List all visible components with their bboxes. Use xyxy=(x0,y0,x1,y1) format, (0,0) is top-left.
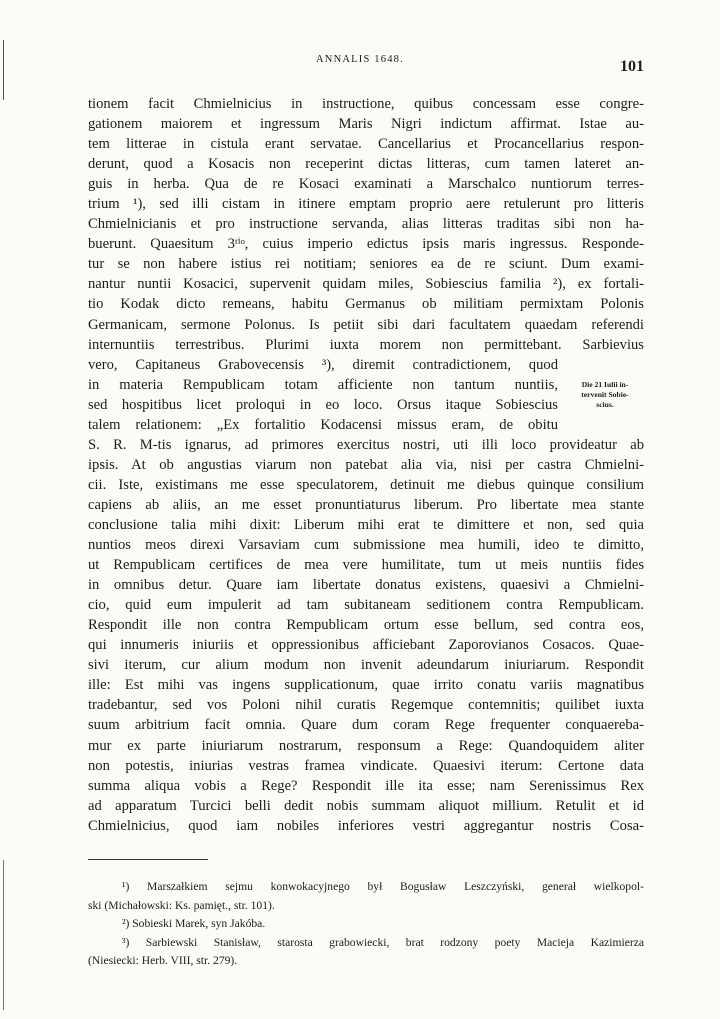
text-line: conclusione talia mihi dixit: Liberum mihi erat te dimittere et non, sed quia xyxy=(88,516,644,533)
text-line: ad apparatum Turcici belli dedit nobis summam aliquot millium. Retulit et id xyxy=(88,797,644,814)
footnote-line: ¹) Marszałkiem sejmu konwokacyjnego był Bogusław Leszczyński, generał wielkopol- xyxy=(122,880,644,893)
text-line: cii. Iste, existimans me esse speculatorem, detinuit me diebus quinque consilium xyxy=(88,476,644,493)
text-line: in omnibus detur. Quare iam libertate donatus existens, quaesivi a Chmielni- xyxy=(88,577,644,594)
text-line: cio, quid eum impulerit ad tam subitaneam seditionem contra Rempublicam. xyxy=(88,597,644,614)
footnote-rule xyxy=(88,859,208,860)
text-line: tio Kodak dicto remeans, habitu Germanus ob militiam permixtam Polonis xyxy=(88,296,644,313)
text-line: capiens ab aliis, an me esset pronuntiaturus liberum. Pro libertate mea stante xyxy=(88,496,644,513)
text-line: sivi iterum, cur alium modum non invenit adeundarum iniuriarum. Respondit xyxy=(88,657,644,674)
margin-note-line: scius. xyxy=(596,400,614,409)
text-line: derunt, quod a Kosacis non receperint dictas litteras, cum tamen lateret an- xyxy=(88,156,644,173)
running-head: ANNALIS 1648. xyxy=(316,54,404,65)
margin-note-line: tervenit Sobie- xyxy=(581,390,629,399)
text-line: internuntiis terrestribus. Plurimi iuxta morem non permittebant. Sarbievius xyxy=(88,336,644,353)
text-line: Chmielnicius, quod iam nobiles inferiores vestri aggregantur nostris Cosa- xyxy=(88,817,644,834)
text-line: ut Rempublicam certifices de mea vere humilitate, tum ut meis nuntiis fides xyxy=(88,557,644,574)
footnotes xyxy=(88,878,644,971)
text-line: S. R. M-tis ignarus, ad primores exercitus nostri, uti illi loco provideatur ab xyxy=(88,436,644,453)
text-line: tionem facit Chmielnicius in instructione, quibus concessam esse congre- xyxy=(88,96,644,112)
text-line: Chmielnicianis et pro instructione servanda, alias litteras traditas sibi non ha- xyxy=(88,216,644,233)
text-line: Respondit ille non contra Rempublicam ortum esse bellum, sed contra eos, xyxy=(88,617,644,634)
text-line: tur se non habere istius rei notitiam; seniores ea de re sciunt. Dum exami- xyxy=(88,256,644,273)
page-number: 101 xyxy=(620,58,644,75)
text-line: in materia Rempublicam totam afficiente non tantum nuntiis, xyxy=(88,376,558,393)
main-text xyxy=(88,94,644,836)
text-line: vero, Capitaneus Grabovecensis ³), diremit contradictionem, quod xyxy=(88,356,558,373)
footnote-line: ski (Michałowski: Ks. pamięt., str. 101). xyxy=(88,898,275,912)
footnote-line: (Niesiecki: Herb. VIII, str. 279). xyxy=(88,954,238,968)
text-line: ipsis. At ob angustias viarum non patebat alia via, nisi per castra Chmielni- xyxy=(88,456,644,473)
text-line: non potestis, iniurias vestras framea vindicate. Quaesivi iterum: Certone data xyxy=(88,757,644,774)
scan-edge-mark xyxy=(3,860,4,1010)
text-line: tradebantur, sed vos Poloni nihil curatis Regemque contemnitis; quilibet iuxta xyxy=(88,697,644,714)
margin-note-line: Die 21 Iulii in- xyxy=(581,380,629,389)
text-line: summa aliqua vobis a Rege? Respondit ille ita esse; nam Serenissimus Rex xyxy=(88,777,644,794)
text-line: trium ¹), sed illi cistam in itinere emptam proprio aere retulerunt pro litteris xyxy=(88,196,644,213)
text-line: nuntios meos direxi Varsaviam cum submissione mea humili, ideo te dimitto, xyxy=(88,537,644,554)
text-line: guis in herba. Qua de re Kosaci examinati a Marschalco nuntiorum terres- xyxy=(88,176,644,193)
text-line: qui innumeris iniuriis et oppressionibus afficiebant Zaporovianos Cosacos. Quae- xyxy=(88,637,644,654)
text-line: suum arbitrium facit omnia. Quare dum coram Rege frequenter conquaereba- xyxy=(88,717,644,734)
footnote-line: ³) Sarbiewski Stanisław, starosta grabowiecki, brat rodzony poety Macieja Kazimierza xyxy=(122,935,644,949)
text-line: nantur nuntii Kosacici, supervenit quidam miles, Sobiescius familia ²), ex fortali- xyxy=(88,276,644,293)
text-line: mur ex parte iniuriarum nostrarum, responsum a Rege: Quandoquidem aliter xyxy=(88,737,644,754)
scan-edge-mark xyxy=(3,40,4,100)
text-line: gationem maiorem et ingressum Maris Nigri indictum affirmat. Istae au- xyxy=(88,116,644,133)
text-line: talem relationem: „Ex fortalitio Kodacensi missus eram, de obitu xyxy=(88,416,558,433)
text-line: tem litterae in cistula erant servatae. Cancellarius et Procancellarius respon- xyxy=(88,136,644,153)
text-line: buerunt. Quaesitum 3ᵗⁱᵒ, cuius imperio edictus ipsis maris ingressus. Responde- xyxy=(88,236,644,253)
margin-note xyxy=(562,380,648,410)
footnote-line: ²) Sobieski Marek, syn Jakóba. xyxy=(122,917,266,931)
text-line: ille: Est mihi vas ingens supplicationum, quae irrito conatu variis magnatibus xyxy=(88,677,644,694)
text-line: sed hospitibus licet proloqui in eo loco. Orsus itaque Sobiescius xyxy=(88,396,558,413)
text-line: Germanicam, sermone Polonus. Is petiit sibi dari facultatem quaedam referendi xyxy=(88,316,644,333)
